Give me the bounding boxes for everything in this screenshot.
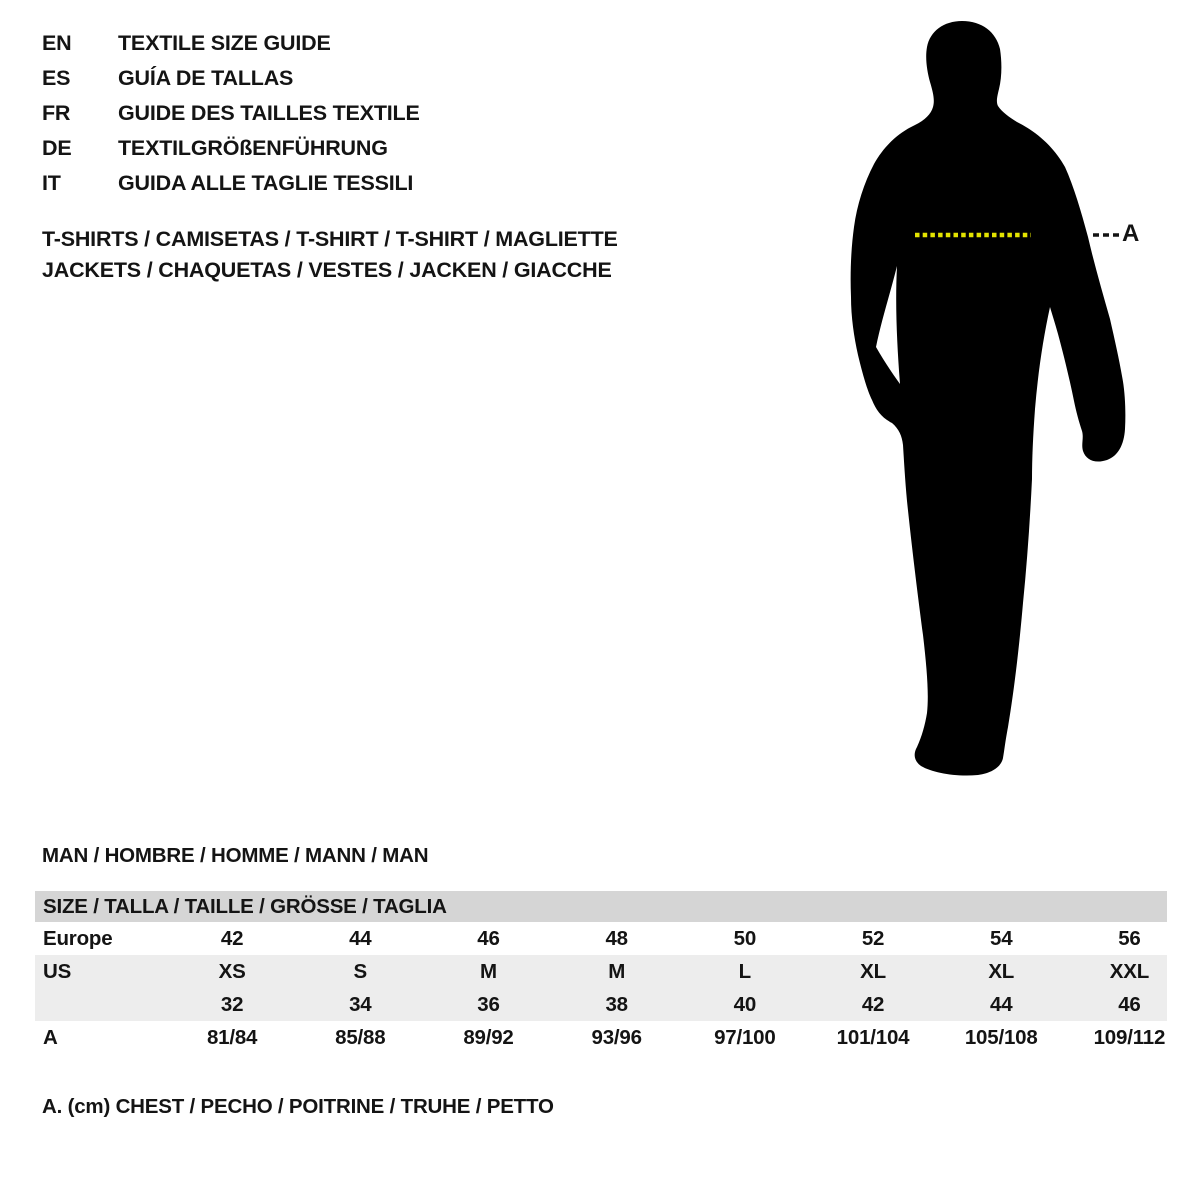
language-label: GUÍA DE TALLAS: [118, 66, 294, 90]
table-row-us: [35, 955, 1167, 988]
language-code: EN: [42, 31, 72, 55]
category-line-tshirts: T-SHIRTS / CAMISETAS / T-SHIRT / T-SHIRT / MAGLIETTE: [42, 227, 618, 251]
table-cell: 52: [861, 927, 885, 950]
language-code: FR: [42, 101, 71, 125]
category-titles: [42, 224, 618, 286]
table-row-chest: [35, 1021, 1167, 1054]
row-label: Europe: [43, 927, 113, 950]
table-cell: 97/100: [714, 1026, 776, 1049]
row-label: [35, 988, 168, 1021]
table-cell: 44: [349, 927, 372, 950]
table-row-europe: [35, 922, 1167, 955]
language-code: DE: [42, 136, 72, 160]
table-cell: L: [738, 960, 751, 983]
table-cell: 48: [605, 927, 628, 950]
man-figure: [830, 0, 1200, 790]
table-cell: 85/88: [335, 1026, 386, 1049]
table-cell: 34: [349, 993, 372, 1016]
table-cell: 32: [220, 993, 244, 1016]
size-table: [35, 891, 1167, 1054]
table-cell: 93/96: [591, 1026, 642, 1049]
man-figure-svg: [830, 0, 1200, 790]
table-cell: S: [353, 960, 368, 983]
table-cell: 89/92: [463, 1026, 514, 1049]
table-cell: 46: [477, 927, 500, 950]
measure-marker-label: A: [1122, 220, 1140, 247]
language-code: IT: [42, 171, 61, 195]
table-cell: 105/108: [964, 1026, 1038, 1049]
row-label: US: [43, 960, 72, 983]
table-cell: 46: [1118, 993, 1141, 1016]
language-label: GUIDE DES TAILLES TEXTILE: [118, 101, 420, 125]
measurement-footnote: A. (cm) CHEST / PECHO / POITRINE / TRUHE / PETTO: [42, 1095, 554, 1118]
table-cell: XS: [218, 960, 246, 983]
table-cell: 109/112: [1093, 1026, 1166, 1049]
table-cell: 38: [605, 993, 628, 1016]
table-cell: 56: [1118, 927, 1141, 950]
table-cell: XXL: [1109, 960, 1150, 983]
table-cell: XL: [860, 960, 886, 983]
table-cell: 81/84: [206, 1026, 258, 1049]
language-label: TEXTILE SIZE GUIDE: [118, 31, 331, 55]
table-cell: 42: [861, 993, 885, 1016]
table-cell: M: [480, 960, 497, 983]
category-line-jackets: JACKETS / CHAQUETAS / VESTES / JACKEN / GIACCHE: [42, 258, 612, 282]
language-label: GUIDA ALLE TAGLIE TESSILI: [118, 171, 414, 195]
table-cell: 42: [220, 927, 244, 950]
language-code: ES: [42, 66, 71, 90]
row-label: A: [43, 1026, 58, 1049]
section-title: MAN / HOMBRE / HOMME / MANN / MAN: [42, 844, 429, 867]
table-cell: 36: [477, 993, 500, 1016]
table-cell: M: [608, 960, 626, 983]
table-cell: 50: [733, 927, 757, 950]
table-header: SIZE / TALLA / TAILLE / GRÖSSE / TAGLIA: [35, 891, 1167, 922]
table-row-us-numeric: [35, 988, 1167, 1021]
table-cell: 40: [733, 993, 757, 1016]
table-cell: 101/104: [836, 1026, 910, 1049]
language-list: [42, 32, 420, 195]
man-silhouette: [851, 21, 1126, 776]
language-label: TEXTILGRÖßENFÜHRUNG: [118, 136, 388, 160]
table-cell: 44: [990, 993, 1013, 1016]
table-cell: XL: [988, 960, 1015, 983]
table-cell: 54: [990, 927, 1013, 950]
